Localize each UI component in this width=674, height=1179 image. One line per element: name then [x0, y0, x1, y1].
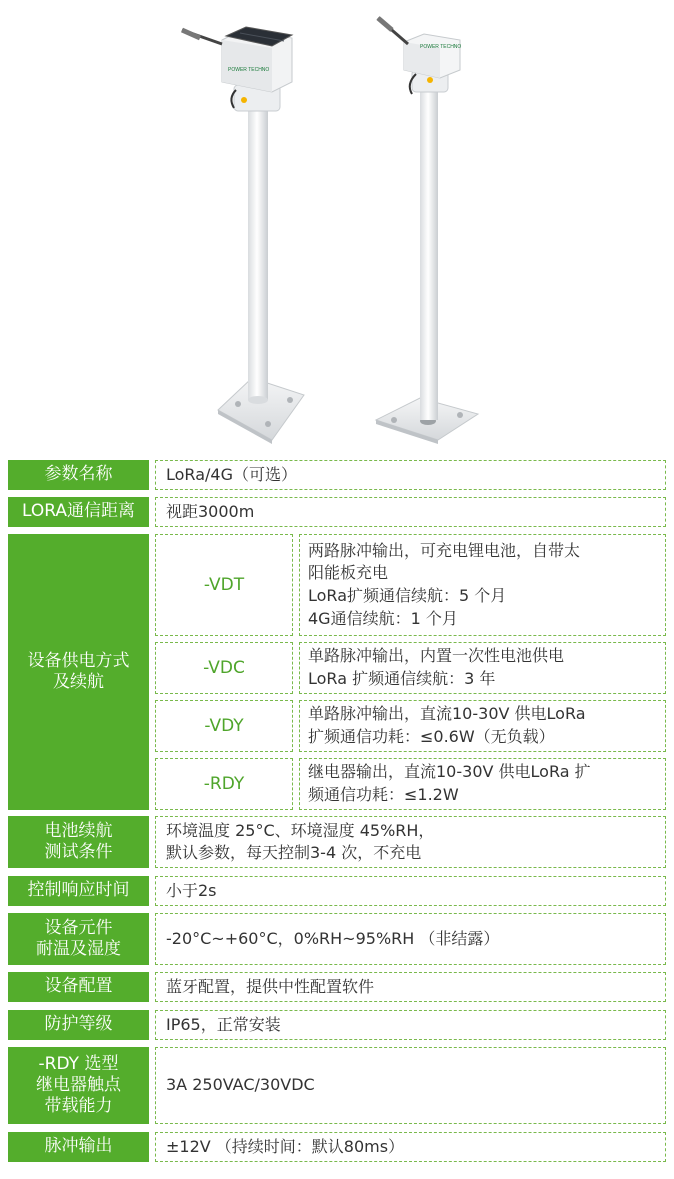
spec-value: IP65，正常安装 [155, 1010, 666, 1040]
spec-value: LoRa/4G（可选） [155, 460, 666, 490]
power-option-vdy [155, 700, 666, 752]
spec-value: ±12V （持续时间：默认80ms） [155, 1132, 666, 1162]
product-illustration [0, 0, 674, 450]
spec-value: 蓝牙配置，提供中性配置软件 [155, 972, 666, 1002]
spec-row-configuration [8, 972, 666, 1002]
device-unit-solar [182, 27, 304, 444]
option-code: -VDY [155, 700, 293, 752]
spec-label: 参数名称 [8, 460, 149, 490]
svg-text:POWER TECHNO: POWER TECHNO [420, 44, 462, 50]
spec-row-pulse-output [8, 1132, 666, 1162]
spec-label: 防护等级 [8, 1010, 149, 1040]
option-description: 两路脉冲输出，可充电锂电池，自带太 阳能板充电 LoRa扩频通信续航：5 个月 4G通信续航：1 个月 [299, 534, 666, 636]
option-description: 单路脉冲输出，直流10-30V 供电LoRa 扩频通信功耗：≤0.6W（无负载） [299, 700, 666, 752]
power-option-vdc [155, 642, 666, 694]
spec-value: 小于2s [155, 876, 666, 906]
spec-row-battery-test [8, 816, 666, 868]
spec-row-power-supply [8, 534, 666, 810]
option-code: -VDC [155, 642, 293, 694]
spec-label: 设备元件 耐温及湿度 [8, 913, 149, 965]
spec-label: LORA通信距离 [8, 497, 149, 527]
power-option-vdt [155, 534, 666, 636]
spec-row-response-time [8, 876, 666, 906]
svg-text:POWER TECHNO: POWER TECHNO [228, 67, 270, 73]
option-code: -VDT [155, 534, 293, 636]
spec-label: 电池续航 测试条件 [8, 816, 149, 868]
spec-label: 脉冲输出 [8, 1132, 149, 1162]
spec-row-relay-capacity [8, 1047, 666, 1124]
spec-row-lora-distance [8, 497, 666, 527]
option-code: -RDY [155, 758, 293, 810]
option-description: 单路脉冲输出，内置一次性电池供电 LoRa 扩频通信续航：3 年 [299, 642, 666, 694]
spec-label: 设备配置 [8, 972, 149, 1002]
power-option-rdy [155, 758, 666, 810]
option-description: 继电器输出，直流10-30V 供电LoRa 扩 频通信功耗：≤1.2W [299, 758, 666, 810]
spec-label: 控制响应时间 [8, 876, 149, 906]
spec-value: -20°C~+60°C，0%RH~95%RH （非结露） [155, 913, 666, 965]
spec-label: -RDY 选型 继电器触点 带载能力 [8, 1047, 149, 1124]
spec-value: 环境温度 25°C、环境湿度 45%RH， 默认参数，每天控制3-4 次，不充电 [155, 816, 666, 868]
spec-value: 3A 250VAC/30VDC [155, 1047, 666, 1124]
spec-row-protection-level [8, 1010, 666, 1040]
device-unit-standard [376, 18, 478, 444]
spec-value: 视距3000m [155, 497, 666, 527]
spec-label: 设备供电方式 及续航 [8, 534, 149, 810]
spec-row-temperature-humidity [8, 913, 666, 965]
spec-row-parameter-name [8, 460, 666, 490]
